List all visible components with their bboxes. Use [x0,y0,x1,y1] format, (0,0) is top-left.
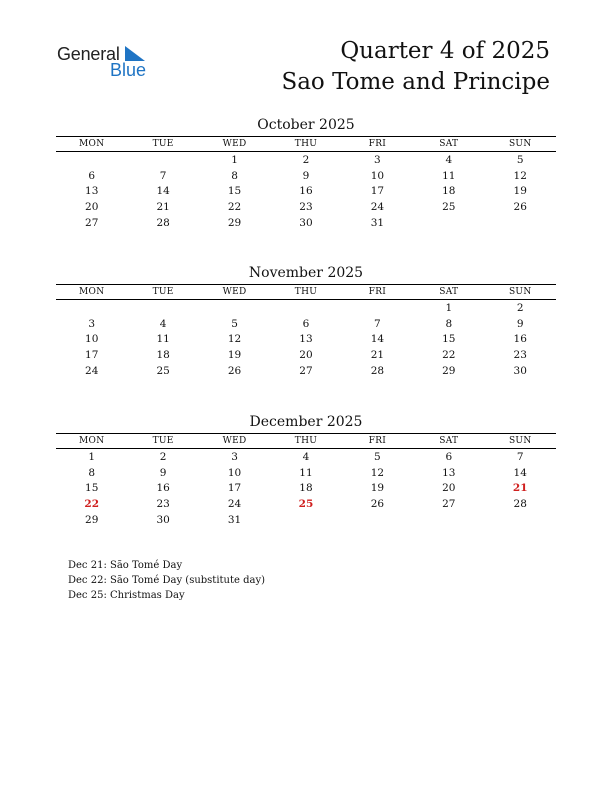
weekday-label: WED [222,287,247,297]
day-cell: 2 [516,301,524,314]
holiday-day-cell: 22 [84,497,100,510]
day-cell: 30 [156,513,170,526]
day-cell: 15 [442,333,456,346]
day-cell: 1 [445,301,453,314]
holiday-note: Dec 21: São Tomé Day [68,560,183,571]
day-cell: 23 [156,497,170,510]
day-cell: 14 [370,333,385,346]
week-row [56,449,556,465]
weekday-header [56,433,556,449]
day-cell: 17 [227,482,242,495]
day-cell: 25 [442,200,456,213]
day-cell: 26 [513,200,527,213]
week-row [56,152,556,168]
day-cell: 31 [370,216,385,229]
day-cell: 11 [156,333,170,346]
day-cell: 12 [513,169,527,182]
week-row [56,215,556,231]
day-cell: 13 [85,185,99,198]
day-cell: 20 [85,200,99,213]
day-cell: 6 [88,169,96,182]
day-cell: 27 [442,497,456,510]
day-cell: 23 [299,200,313,213]
weekday-label: TUE [152,139,174,149]
weekday-label: THU [294,139,318,149]
day-cell: 10 [370,169,385,182]
day-cell: 18 [299,482,313,495]
day-cell: 12 [370,466,385,479]
day-cell: 7 [159,169,167,182]
month-grid [56,300,556,378]
day-cell: 5 [231,317,238,330]
logo-text-blue: Blue [110,60,147,80]
weekday-label: TUE [152,287,174,297]
weekday-label: THU [294,436,318,446]
day-cell: 19 [227,348,242,361]
month-december [56,413,556,527]
day-cell: 9 [516,317,524,330]
week-row [56,496,556,512]
day-cell: 28 [370,364,385,377]
holiday-note: Dec 25: Christmas Day [68,590,185,601]
day-cell: 30 [513,364,527,377]
day-cell: 3 [88,317,96,330]
month-title: October 2025 [257,117,355,133]
day-cell: 2 [302,153,310,166]
weekday-header [56,284,556,300]
day-cell: 28 [156,216,170,229]
day-cell: 21 [370,348,385,361]
day-cell: 20 [442,482,456,495]
day-cell: 18 [156,348,170,361]
week-row [56,316,556,332]
day-cell: 15 [85,482,99,495]
day-cell: 5 [374,450,381,463]
day-cell: 28 [513,497,527,510]
day-cell: 27 [85,216,99,229]
weekday-label: FRI [368,287,387,297]
week-row [56,199,556,215]
day-cell: 29 [227,216,242,229]
day-cell: 18 [442,185,456,198]
weekday-label: FRI [368,139,387,149]
day-cell: 8 [88,466,96,479]
month-october [56,116,556,230]
weekday-label: MON [79,139,105,149]
day-cell: 12 [227,333,242,346]
weekday-label: SAT [439,436,459,446]
day-cell: 7 [374,317,381,330]
day-cell: 13 [299,333,313,346]
day-cell: 24 [227,497,242,510]
day-cell: 9 [302,169,310,182]
day-cell: 1 [88,450,96,463]
weekday-label: TUE [152,436,174,446]
week-row [56,480,556,496]
day-cell: 22 [227,200,242,213]
holiday-note: Dec 22: São Tomé Day (substitute day) [68,575,266,586]
holiday-day-cell: 21 [512,482,528,495]
weekday-label: SUN [508,436,532,446]
day-cell: 8 [445,317,453,330]
day-cell: 11 [299,466,313,479]
day-cell: 16 [299,185,313,198]
week-row [56,331,556,347]
month-grid [56,449,556,527]
day-cell: 16 [156,482,170,495]
day-cell: 3 [374,153,381,166]
weekday-label: SUN [508,287,532,297]
month-november [56,264,556,378]
day-cell: 29 [85,513,99,526]
weekday-header [56,136,556,152]
weekday-label: MON [79,287,105,297]
day-cell: 6 [302,317,310,330]
week-row [56,465,556,481]
day-cell: 22 [442,348,456,361]
day-cell: 6 [445,450,453,463]
day-cell: 25 [156,364,170,377]
day-cell: 3 [231,450,238,463]
month-grid [56,152,556,230]
day-cell: 14 [156,185,170,198]
day-cell: 17 [85,348,99,361]
weekday-label: WED [222,436,247,446]
day-cell: 15 [227,185,242,198]
title-quarter: Quarter 4 of 2025 [340,38,550,64]
day-cell: 5 [516,153,524,166]
holiday-notes [68,558,265,603]
day-cell: 4 [302,450,310,463]
day-cell: 1 [231,153,238,166]
day-cell: 17 [370,185,385,198]
day-cell: 19 [513,185,527,198]
weekday-label: THU [294,287,318,297]
week-row [56,300,556,316]
generalblue-logo [57,44,157,84]
week-row [56,168,556,184]
day-cell: 11 [442,169,456,182]
day-cell: 10 [85,333,99,346]
day-cell: 21 [156,200,170,213]
day-cell: 10 [227,466,242,479]
day-cell: 8 [231,169,238,182]
weekday-label: SAT [439,287,459,297]
day-cell: 4 [445,153,453,166]
logo-text-general: General [57,44,120,64]
month-title: December 2025 [249,414,363,430]
day-cell: 27 [299,364,313,377]
day-cell: 19 [370,482,385,495]
week-row [56,363,556,379]
day-cell: 9 [159,466,167,479]
day-cell: 13 [442,466,456,479]
day-cell: 26 [370,497,385,510]
month-title: November 2025 [248,265,364,281]
day-cell: 4 [159,317,167,330]
week-row [56,512,556,528]
day-cell: 7 [516,450,524,463]
weekday-label: SUN [508,139,532,149]
day-cell: 31 [227,513,242,526]
holiday-day-cell: 25 [298,497,314,510]
weekday-label: MON [79,436,105,446]
page-title [281,36,550,98]
title-country: Sao Tome and Principe [281,69,550,95]
day-cell: 24 [85,364,99,377]
day-cell: 2 [159,450,167,463]
week-row [56,347,556,363]
weekday-label: FRI [368,436,387,446]
day-cell: 29 [442,364,456,377]
day-cell: 30 [299,216,313,229]
weekday-label: SAT [439,139,459,149]
day-cell: 26 [227,364,242,377]
day-cell: 23 [513,348,527,361]
day-cell: 14 [513,466,527,479]
day-cell: 20 [299,348,313,361]
week-row [56,183,556,199]
day-cell: 16 [513,333,527,346]
day-cell: 24 [370,200,385,213]
weekday-label: WED [222,139,247,149]
